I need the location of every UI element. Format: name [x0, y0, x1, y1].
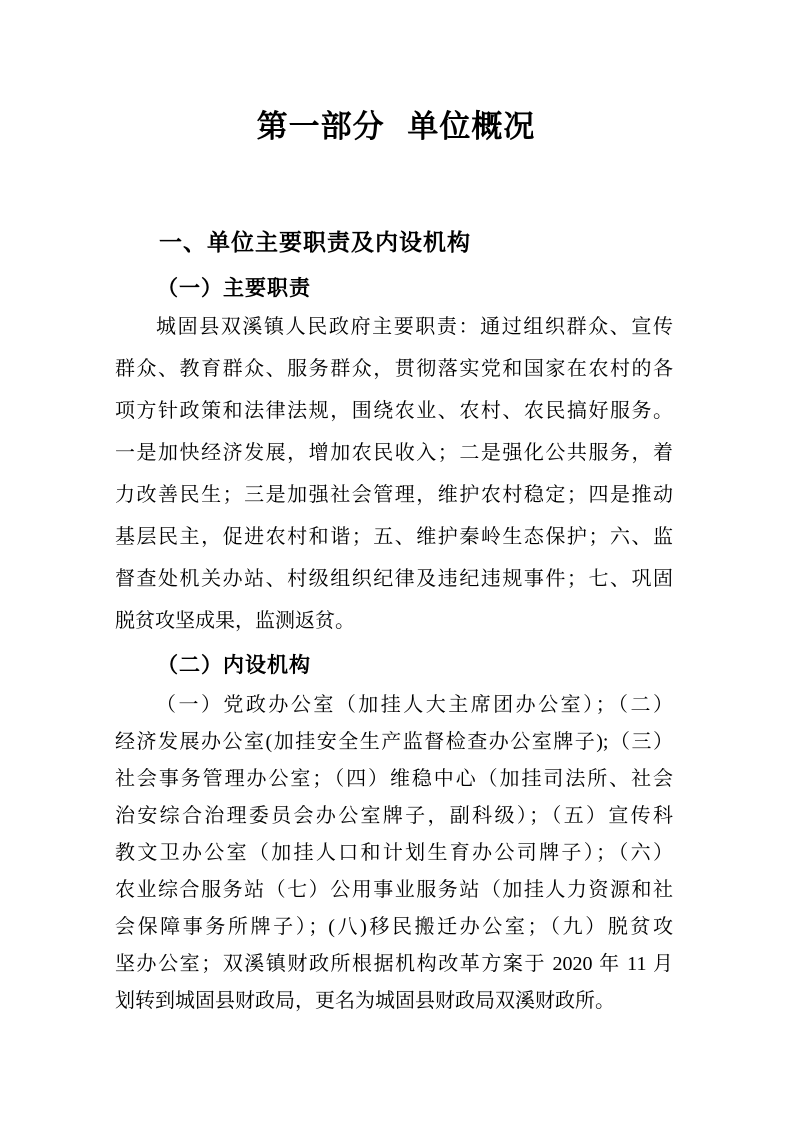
text-line: 治安综合治理委员会办公室牌子，副科级）；（五）宣传科 — [115, 805, 673, 827]
paragraph-main-duties — [115, 306, 673, 642]
document-title: 第一部分 单位概况 — [256, 109, 536, 144]
text-line: 社会事务管理办公室；（四）维稳中心（加挂司法所、社会 — [115, 768, 673, 790]
subsection-heading-internal-organs: （二）内设机构 — [157, 653, 311, 677]
paragraph-internal-organs — [115, 687, 673, 1020]
text-line: 农业综合服务站（七）公用事业服务站（加挂人力资源和社 — [115, 879, 673, 901]
text-line: 力改善民生；三是加强社会管理，维护农村稳定；四是推动 — [115, 484, 673, 506]
text-line: 会保障事务所牌子）；(八)移民搬迁办公室；（九）脱贫攻 — [115, 916, 673, 938]
text-line: 督查处机关办站、村级组织纪律及违纪违规事件；七、巩固 — [115, 568, 673, 590]
text-line: 一是加快经济发展，增加农民收入；二是强化公共服务，着 — [115, 442, 673, 464]
text-line: 坚办公室；双溪镇财政所根据机构改革方案于 2020 年 11 月 — [115, 953, 673, 975]
text-line: 基层民主，促进农村和谐；五、维护秦岭生态保护；六、监 — [115, 526, 673, 548]
text-line: 群众、教育群众、服务群众，贯彻落实党和国家在农村的各 — [115, 358, 673, 380]
text-line: 项方针政策和法律法规，围绕农业、农村、农民搞好服务。 — [115, 400, 673, 422]
text-line: 教文卫办公室（加挂人口和计划生育办公司牌子）；（六） — [115, 842, 673, 864]
text-line: 城固县双溪镇人民政府主要职责：通过组织群众、宣传 — [156, 316, 673, 338]
text-line: 划转到城固县财政局，更名为城固县财政局双溪财政所。 — [115, 990, 615, 1012]
text-line: 脱贫攻坚成果，监测返贫。 — [115, 610, 355, 632]
text-line: 经济发展办公室(加挂安全生产监督检查办公室牌子);（三） — [115, 731, 673, 753]
subsection-heading-main-duties: （一）主要职责 — [157, 276, 311, 300]
section-heading: 一、单位主要职责及内设机构 — [159, 229, 471, 255]
text-line: （一）党政办公室（加挂人大主席团办公室）；（二） — [156, 694, 673, 716]
